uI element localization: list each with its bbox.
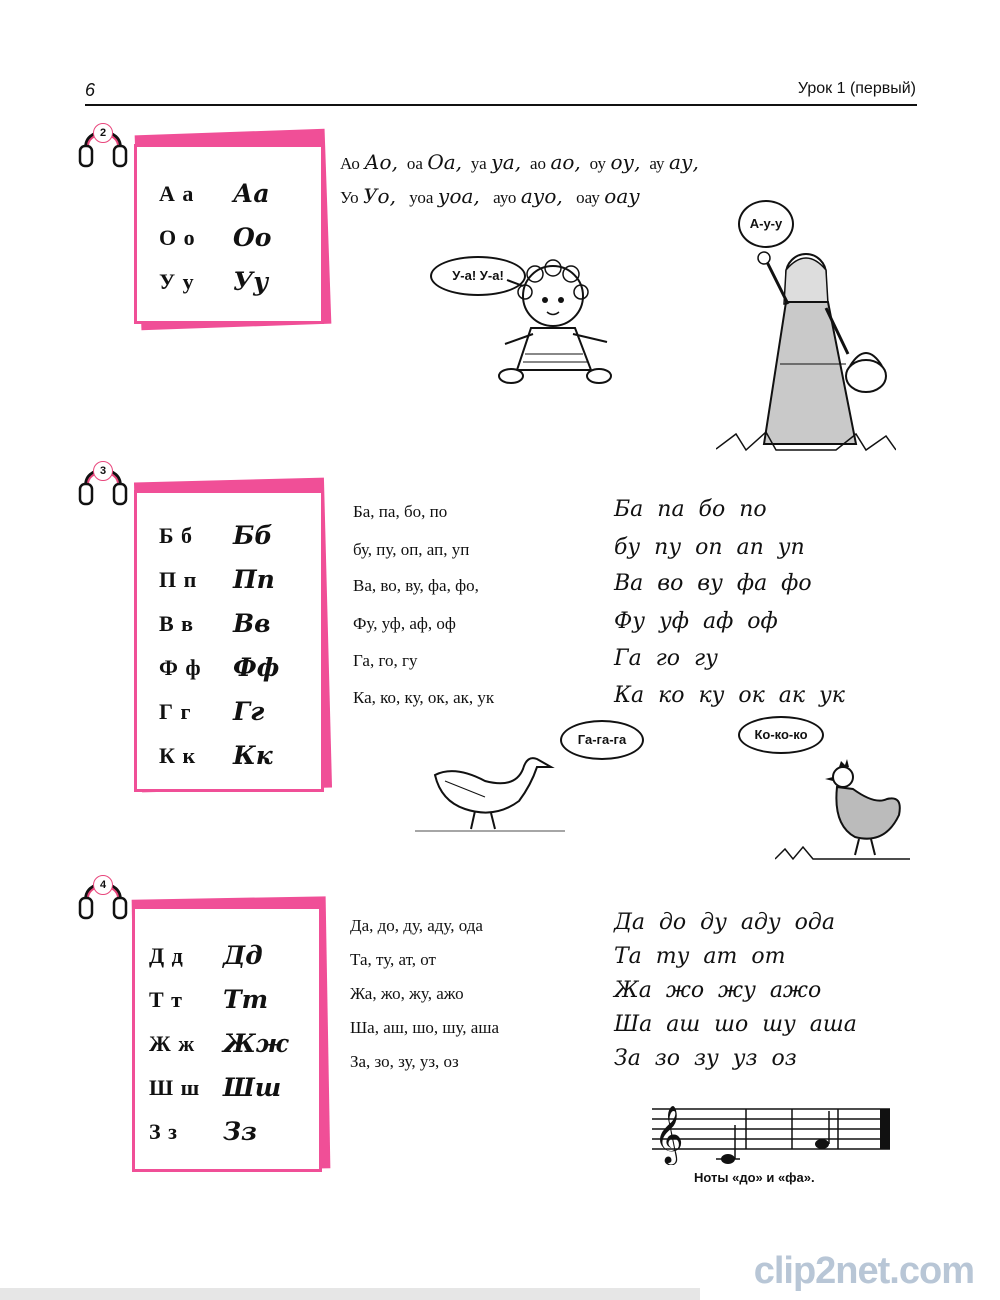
script-letter: Бб — [233, 521, 273, 550]
syllable-row-script: За зо зу уз оз — [614, 1046, 797, 1071]
print-letter: В в — [159, 610, 195, 636]
syllable-row-print: Фу, уф, аф, оф — [353, 614, 456, 633]
lesson-number-badge: 3 — [93, 461, 113, 481]
syllable-row-script: бу пу оп ап уп — [614, 535, 805, 560]
print-letter: О о — [159, 224, 196, 250]
letter-card-3 — [128, 898, 333, 1178]
page-number: 6 — [85, 80, 96, 100]
syllable: уа — [470, 154, 487, 173]
syllable-script: Ао, — [364, 150, 398, 174]
headphones-icon — [78, 868, 128, 924]
syllable-script: Оа, — [427, 150, 462, 174]
script-letter: Кк — [233, 741, 273, 770]
script-letter: Оо — [233, 223, 272, 252]
syllable-row-print: Ка, ко, ку, ок, ак, ук — [353, 688, 495, 707]
speech-bubble-goose: Га-га-га — [560, 720, 644, 760]
syllable: ауо — [493, 188, 517, 207]
syllable-row-print: бу, пу, оп, ап, уп — [353, 540, 470, 559]
music-staff-notes — [650, 1095, 895, 1165]
syllable-row-print: Ба, па, бо, по — [353, 502, 448, 521]
syllable-row-script: Ба па бо по — [614, 497, 767, 522]
syllable-script: уа, — [491, 150, 522, 174]
syllable-row-print: За, зо, зу, уз, оз — [350, 1052, 459, 1071]
syllable-script: уоа, — [437, 184, 480, 208]
syllable-script: оу, — [610, 150, 641, 174]
syllable-row-print: Ша, аш, шо, шу, аша — [350, 1018, 499, 1037]
script-letter: Аа — [233, 179, 270, 208]
goose-illustration — [415, 745, 565, 835]
syllable: Ао — [340, 154, 360, 173]
speech-bubble-girl: А-у-у — [738, 200, 794, 248]
syllable: уоа — [409, 188, 434, 207]
syllable-row-script: Ка ко ку ок ак ук — [614, 683, 845, 708]
bottom-scrollbar[interactable] — [0, 1288, 700, 1300]
script-letter: Фф — [233, 653, 280, 682]
syllable-row-print: Та, ту, ат, от — [350, 950, 436, 969]
print-letter: Ж ж — [149, 1030, 196, 1056]
print-letter: Ш ш — [149, 1074, 201, 1100]
print-letter: Д д — [149, 942, 184, 968]
print-letter: П п — [159, 566, 198, 592]
script-letter: Тт — [223, 985, 269, 1014]
hen-illustration — [775, 755, 910, 865]
script-letter: Шш — [223, 1073, 282, 1102]
script-letter: Уу — [233, 267, 269, 296]
print-letter: Ф ф — [159, 654, 202, 680]
syllable-row-script: Да до ду аду ода — [614, 910, 835, 935]
headphones-icon — [78, 116, 128, 172]
syllable: оу — [589, 154, 607, 173]
syllable-script: Уо, — [363, 184, 396, 208]
syllable-script: оау — [604, 184, 640, 208]
watermark-logo: clip2net.com — [753, 1250, 974, 1292]
syllable-script: ао, — [550, 150, 581, 174]
script-letter: Гг — [233, 697, 265, 726]
headphones-icon — [78, 454, 128, 510]
syllable-row-script: Га го гу — [614, 646, 718, 671]
letter-card-2 — [130, 480, 335, 800]
syllable-row-script: Фу уф аф оф — [614, 609, 778, 634]
syllable-row-print: Жа, жо, жу, ажо — [350, 984, 464, 1003]
script-letter: Пп — [233, 565, 275, 594]
script-letter: Зз — [223, 1117, 257, 1146]
speech-bubble-hen: Ко-ко-ко — [738, 716, 824, 754]
syllable-row-script: Та ту ат от — [614, 944, 786, 969]
speech-bubble-doll: У-а! У-а! — [430, 256, 526, 296]
page-header-title: Урок 1 (первый) — [797, 80, 916, 97]
print-letter: К к — [159, 742, 197, 768]
syllable-row-print: Ва, во, ву, фа, фо, — [353, 576, 479, 595]
syllable-script: ауо, — [520, 184, 563, 208]
syllable-row-print: Га, го, гу — [353, 651, 418, 670]
print-letter: Г г — [159, 698, 192, 724]
print-letter: А а — [159, 180, 195, 206]
syllable: ау — [649, 154, 665, 173]
script-letter: Жж — [223, 1029, 289, 1058]
syllable: Уо — [340, 188, 359, 207]
lesson-number-badge: 4 — [93, 875, 113, 895]
print-letter: Т т — [149, 986, 183, 1012]
syllable-row-script: Ша аш шо шу аша — [614, 1012, 857, 1037]
syllable: оа — [406, 154, 423, 173]
lesson-number-badge: 2 — [93, 123, 113, 143]
syllable-row-script: Жа жо жу ажо — [614, 978, 822, 1003]
syllable-row-print: Да, до, ду, аду, ода — [350, 916, 483, 935]
syllable-line-1 — [340, 150, 699, 174]
doll-illustration — [495, 258, 620, 393]
header-divider — [85, 104, 917, 106]
syllable: оау — [576, 188, 600, 207]
syllable-script: ау, — [669, 150, 699, 174]
syllable: ао — [529, 154, 546, 173]
print-letter: У у — [159, 268, 195, 294]
syllable-line-2 — [340, 184, 640, 208]
print-letter: Б б — [159, 522, 194, 548]
svg-text:𝄞: 𝄞 — [654, 1105, 684, 1163]
syllable-row-script: Ва во ву фа фо — [614, 571, 812, 596]
letter-card-1 — [130, 132, 335, 332]
script-letter: Вв — [233, 609, 271, 638]
notes-caption: Ноты «до» и «фа». — [694, 1170, 815, 1185]
script-letter: Дд — [223, 941, 263, 970]
girl-illustration — [716, 244, 896, 459]
print-letter: З з — [149, 1118, 178, 1144]
